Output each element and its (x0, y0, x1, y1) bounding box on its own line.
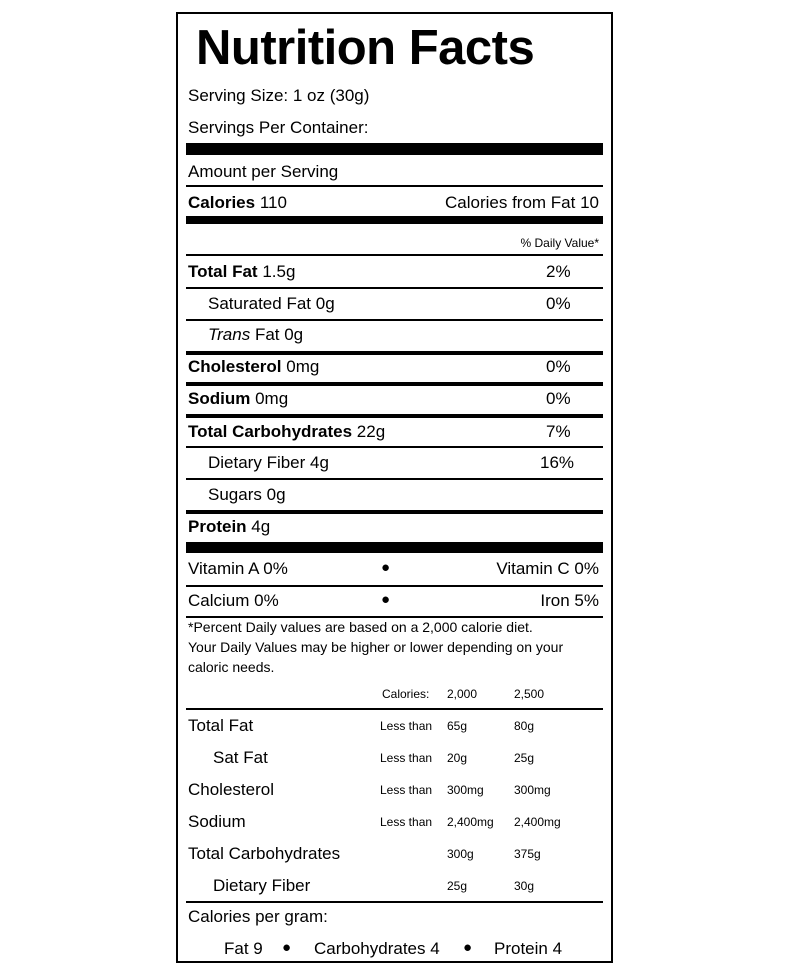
nutrient-label: Protein (188, 517, 247, 536)
nutrient-row-saturated-fat (208, 294, 335, 314)
nutrient-dv: 0% (546, 357, 571, 376)
calories-from-fat: Calories from Fat 10 (445, 193, 599, 212)
dv-row-qualifier: Less than (380, 783, 433, 797)
nutrient-amount: 0g (315, 294, 335, 313)
divider (186, 185, 603, 187)
nutrient-label: Total Fat (188, 262, 258, 281)
dv-row-2000: 20g (447, 751, 468, 765)
divider (186, 510, 603, 514)
nutrient-row-sodium (188, 389, 288, 409)
nutrient-label: Dietary Fiber (208, 453, 306, 472)
dv-row-label: Cholesterol (188, 780, 274, 799)
nutrient-label: Trans (208, 325, 251, 344)
nutrient-amount: 4g (251, 517, 271, 536)
bullet-icon: ● (381, 591, 391, 608)
dv-row-2500: 30g (514, 879, 535, 893)
divider (186, 382, 603, 386)
nutrient-dv: 7% (546, 422, 571, 441)
divider (186, 351, 603, 355)
dv-row-label: Sodium (188, 812, 246, 831)
vitamin-a: Vitamin A 0% (188, 559, 288, 578)
nutrient-amount: 0mg (255, 389, 289, 408)
dv-row-2000: 300g (447, 847, 474, 861)
servings-per-container: Servings Per Container: (188, 118, 369, 137)
thick-divider (186, 216, 603, 224)
dv-row-2500: 375g (514, 847, 541, 861)
serving-size: Serving Size: 1 oz (30g) (188, 86, 370, 105)
bullet-icon: ● (282, 939, 292, 956)
footnote-line: *Percent Daily values are based on a 2,000 calorie diet. (188, 619, 533, 635)
dv-row-label: Sat Fat (213, 748, 268, 767)
dv-row-label: Total Fat (188, 716, 254, 735)
dv-row-qualifier: Less than (380, 815, 433, 829)
nutrient-amount: 1.5g (262, 262, 296, 281)
divider (186, 287, 603, 289)
dv-row-2500: 2,400mg (514, 815, 561, 829)
nutrient-label: Total Carbohydrates (188, 422, 353, 441)
divider (186, 319, 603, 321)
nutrient-amount: 22g (356, 422, 386, 441)
nutrient-label: Sugars (208, 485, 262, 504)
dv-row-qualifier: Less than (380, 719, 433, 733)
nutrient-row-cholesterol (188, 357, 319, 377)
nutrient-amount: Fat 0g (254, 325, 304, 344)
thick-divider (186, 542, 603, 553)
dv-row-label: Total Carbohydrates (188, 844, 341, 863)
divider (186, 414, 603, 418)
dv-row-2000: 25g (447, 879, 468, 893)
calcium: Calcium 0% (188, 591, 279, 610)
dv-row-qualifier: Less than (380, 751, 433, 765)
dv-table-header-2000: 2,000 (447, 687, 478, 701)
nutrient-row-trans-fat (208, 325, 303, 345)
dv-row-2000: 300mg (447, 783, 484, 797)
dv-table-header-2500: 2,500 (514, 687, 545, 701)
calories-per-gram-carbs: Carbohydrates 4 (314, 939, 440, 958)
nutrient-row-sugars (208, 485, 286, 505)
dv-row-2500: 80g (514, 719, 535, 733)
calories-label: Calories (188, 193, 256, 212)
nutrient-amount: 0g (266, 485, 286, 504)
nutrient-dv: 2% (546, 262, 571, 281)
divider (186, 446, 603, 448)
nutrient-amount: 0mg (286, 357, 320, 376)
nutrient-row-protein (188, 517, 270, 537)
nutrient-label: Cholesterol (188, 357, 282, 376)
vitamin-c: Vitamin C 0% (496, 559, 599, 578)
bullet-icon: ● (463, 939, 473, 956)
divider (186, 478, 603, 480)
nutrient-row-total-fat (188, 262, 295, 282)
bullet-icon: ● (381, 559, 391, 576)
label-title: Nutrition Facts (196, 21, 535, 75)
nutrient-amount: 4g (310, 453, 329, 472)
nutrient-label: Saturated Fat (208, 294, 312, 313)
dv-row-2000: 2,400mg (447, 815, 494, 829)
dv-row-2000: 65g (447, 719, 468, 733)
calories-per-gram-label: Calories per gram: (188, 907, 328, 926)
dv-row-2500: 300mg (514, 783, 551, 797)
daily-value-header: % Daily Value* (520, 236, 599, 250)
amount-per-serving: Amount per Serving (188, 162, 339, 181)
thick-divider (186, 143, 603, 155)
nutrition-label (176, 12, 613, 963)
divider (186, 901, 603, 903)
calories-value: 110 (259, 193, 287, 212)
calories-row (188, 193, 287, 213)
nutrient-label: Sodium (188, 389, 251, 408)
dv-table-header-label: Calories: (382, 687, 430, 701)
dv-row-2500: 25g (514, 751, 535, 765)
nutrient-dv: 0% (546, 389, 571, 408)
iron: Iron 5% (540, 591, 599, 610)
nutrient-dv: 0% (546, 294, 571, 313)
nutrient-row-dietary-fiber (208, 453, 329, 473)
divider (186, 708, 603, 710)
footnote-line: caloric needs. (188, 659, 275, 675)
divider (186, 254, 603, 256)
footnote-line: Your Daily Values may be higher or lower depending on your (188, 639, 564, 655)
calories-per-gram-fat: Fat 9 (224, 939, 263, 958)
calories-per-gram-protein: Protein 4 (494, 939, 563, 958)
nutrient-row-total-carbohydrates (188, 422, 385, 442)
divider (186, 616, 603, 618)
divider (186, 585, 603, 587)
dv-row-label: Dietary Fiber (213, 876, 311, 895)
nutrient-dv: 16% (540, 453, 575, 472)
